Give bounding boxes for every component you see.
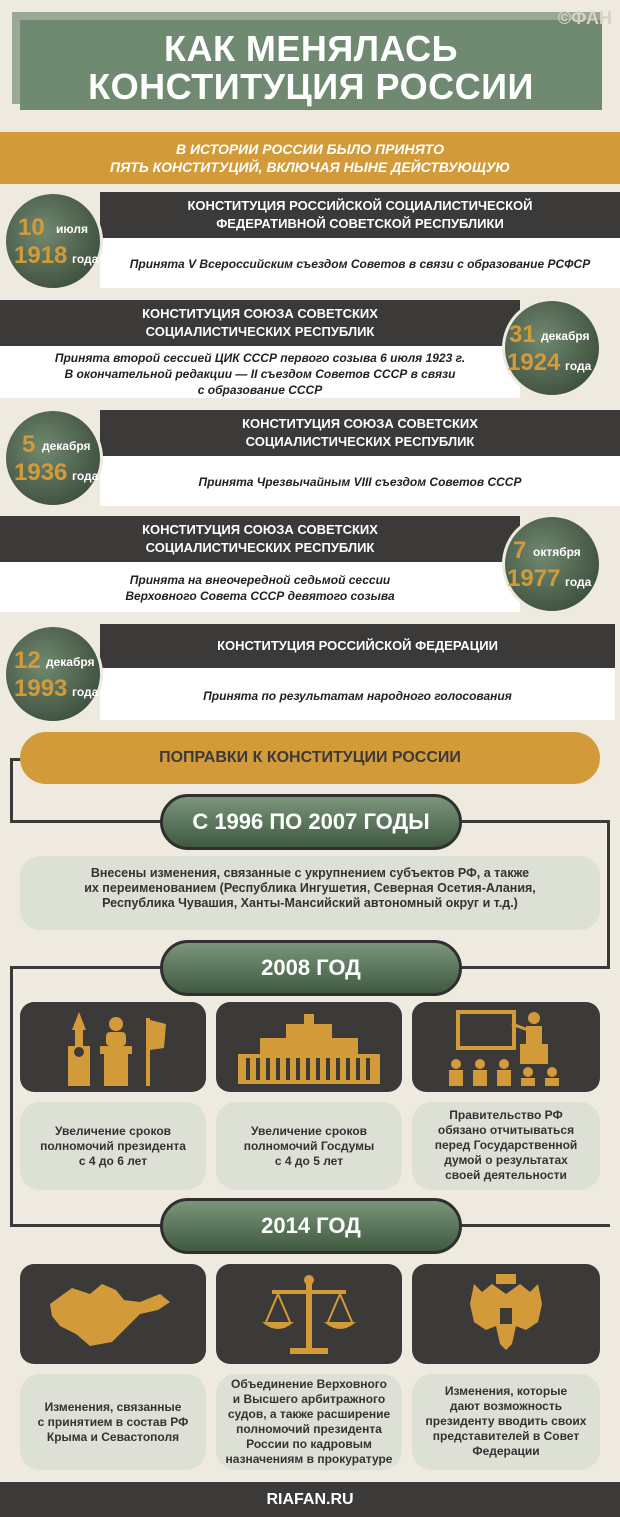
note-line: дают возможность <box>449 1399 563 1413</box>
amendments-title: ПОПРАВКИ К КОНСТИТУЦИИ РОССИИ <box>20 732 600 784</box>
date-day: 12 <box>14 647 41 674</box>
watermark: ©ФАН <box>557 8 612 28</box>
note-line: Федерации <box>472 1444 540 1458</box>
constitution-5-date-circle <box>3 624 103 724</box>
constitution-1-desc-line: Принята V Всероссийским съездом Советов в связи с образование РСФСР <box>129 257 591 271</box>
connector-line <box>10 966 13 1226</box>
date-year: 1918 <box>14 242 68 269</box>
note-line: полномочий президента <box>236 1422 382 1436</box>
date-month: декабря <box>46 655 95 669</box>
constitution-2-title-line-1: КОНСТИТУЦИЯ СОЮЗА СОВЕТСКИХ <box>142 306 378 321</box>
amendment-2008-president-term <box>20 1102 206 1190</box>
president-podium-icon <box>20 1002 206 1092</box>
constitution-4-desc-line-2: Верховного Совета СССР девятого созыва <box>125 589 395 603</box>
note-line: Правительство РФ <box>449 1108 563 1122</box>
crimea-map-icon <box>20 1264 206 1364</box>
note-line: Объединение Верховного <box>231 1377 387 1391</box>
note-line: России по кадровым <box>246 1437 372 1451</box>
constitution-3-desc <box>100 456 620 506</box>
constitution-2-desc-line-1: Принята второй сессией ЦИК СССР первого созыва 6 июля 1923 г. <box>54 351 466 365</box>
constitution-4-title-line-1: КОНСТИТУЦИЯ СОЮЗА СОВЕТСКИХ <box>142 522 378 537</box>
amendment-2008-duma-term <box>216 1102 402 1190</box>
constitution-1-date-circle <box>3 191 103 291</box>
constitution-3-date-circle <box>3 408 103 508</box>
note-line: полномочий президента <box>40 1139 186 1153</box>
note-line: думой о результатах <box>444 1153 568 1167</box>
constitution-2-title-line-2: СОЦИАЛИСТИЧЕСКИХ РЕСПУБЛИК <box>145 324 375 339</box>
date-year: 1993 <box>14 675 68 702</box>
constitution-2-desc-line-2: В окончательной редакции — II съездом Советов СССР в связи <box>64 367 456 381</box>
date-year: 1977 <box>507 565 561 592</box>
date-month: декабря <box>42 439 91 453</box>
connector-line <box>455 1224 610 1227</box>
date-month: июля <box>56 222 88 236</box>
connector-line <box>10 758 13 822</box>
date-goda: года <box>565 575 592 589</box>
duma-building-icon <box>216 1002 402 1092</box>
scales-icon <box>216 1264 402 1364</box>
constitution-4-title <box>0 516 520 562</box>
date-month: декабря <box>541 329 590 343</box>
note-line: Изменения, связанные <box>44 1400 182 1414</box>
note-line: Увеличение сроков <box>54 1124 172 1138</box>
note-line: и Высшего арбитражного <box>232 1392 386 1406</box>
note-line: своей деятельности <box>445 1168 567 1182</box>
intro-line-2: ПЯТЬ КОНСТИТУЦИЙ, ВКЛЮЧАЯ НЫНЕ ДЕЙСТВУЮЩУЮ <box>110 159 510 175</box>
constitution-2-title <box>0 300 520 346</box>
date-goda: года <box>72 685 99 699</box>
constitution-3-title-line-1: КОНСТИТУЦИЯ СОЮЗА СОВЕТСКИХ <box>242 416 478 431</box>
constitution-5-title-line-1: КОНСТИТУЦИЯ РОССИЙСКОЙ ФЕДЕРАЦИИ <box>217 638 498 653</box>
connector-line <box>10 820 170 823</box>
period-2014-label: 2014 ГОД <box>160 1198 462 1254</box>
date-month: октября <box>533 545 581 559</box>
period-1-text-line-3: Республика Чувашия, Ханты-Мансийский автономный округ и т.д.) <box>102 896 518 910</box>
constitution-1-title-line-2: ФЕДЕРАТИВНОЙ СОВЕТСКОЙ РЕСПУБЛИКИ <box>216 216 504 231</box>
amendment-2014-courts <box>216 1374 402 1470</box>
footer-site-link[interactable]: RIAFAN.RU <box>0 1482 620 1517</box>
date-year: 1924 <box>507 349 561 376</box>
connector-line <box>607 820 610 968</box>
constitution-5-desc <box>100 668 615 720</box>
note-line: Увеличение сроков <box>250 1124 368 1138</box>
note-line: обязано отчитываться <box>437 1123 575 1137</box>
constitution-2-date-circle <box>502 298 602 398</box>
title-line-2: КОНСТИТУЦИЯ РОССИИ <box>88 66 534 107</box>
period-1-text-line-2: их переименованием (Республика Ингушетия, Северная Осетия-Алания, <box>84 881 536 895</box>
constitution-5-desc-line: Принята по результатам народного голосования <box>203 689 512 703</box>
constitution-4-date-circle <box>502 514 602 614</box>
note-line: перед Государственной <box>434 1138 578 1152</box>
date-day: 7 <box>513 537 527 564</box>
note-line: представителей в Совет <box>432 1429 580 1443</box>
note-line: с принятием в состав РФ <box>37 1415 189 1429</box>
period-1996-2007-text <box>20 856 600 930</box>
constitution-2-desc-line-3: с образование СССР <box>197 383 323 397</box>
note-line: Изменения, которые <box>444 1384 568 1398</box>
constitution-3-desc-line: Принята Чрезвычайным VIII съездом Советов СССР <box>198 475 522 489</box>
constitution-4-desc-line-1: Принята на внеочередной седьмой сессии <box>129 573 391 587</box>
connector-line <box>455 966 610 969</box>
constitution-4-title-line-2: СОЦИАЛИСТИЧЕСКИХ РЕСПУБЛИК <box>145 540 375 555</box>
constitution-3-title-line-2: СОЦИАЛИСТИЧЕСКИХ РЕСПУБЛИК <box>245 434 475 449</box>
intro-line-1: В ИСТОРИИ РОССИИ БЫЛО ПРИНЯТО <box>175 141 445 157</box>
connector-line <box>10 966 170 969</box>
note-line: президенту вводить своих <box>425 1414 587 1428</box>
constitution-4-desc <box>0 562 520 612</box>
date-goda: года <box>72 469 99 483</box>
date-day: 10 <box>18 214 45 241</box>
connector-line <box>455 820 610 823</box>
constitution-5-title <box>100 624 615 668</box>
period-2008-label: 2008 ГОД <box>160 940 462 996</box>
date-year: 1936 <box>14 459 68 486</box>
date-day: 5 <box>22 431 36 458</box>
note-line: с 4 до 6 лет <box>78 1154 148 1168</box>
date-goda: года <box>565 359 592 373</box>
connector-line <box>10 1224 170 1227</box>
title-line-1: КАК МЕНЯЛАСЬ <box>163 28 459 69</box>
date-day: 31 <box>509 321 536 348</box>
constitution-3-title <box>100 410 620 456</box>
constitution-2-desc <box>0 346 520 398</box>
amendment-2014-federation-council <box>412 1374 600 1470</box>
intro-banner <box>0 132 620 184</box>
note-line: полномочий Госдумы <box>243 1139 375 1153</box>
note-line: назначениям в прокуратуре <box>225 1452 393 1466</box>
constitution-1-title <box>100 192 620 238</box>
note-line: судов, а также расширение <box>227 1407 391 1421</box>
note-line: Крыма и Севастополя <box>46 1430 180 1444</box>
presentation-icon <box>412 1002 600 1092</box>
amendment-2014-crimea <box>20 1374 206 1470</box>
amendment-2008-government-report <box>412 1102 600 1190</box>
page-title <box>20 20 602 110</box>
constitution-1-desc <box>100 238 620 288</box>
period-1-text-line-1: Внесены изменения, связанные с укрупнением субъектов РФ, а также <box>90 866 530 880</box>
period-1996-2007-label: С 1996 ПО 2007 ГОДЫ <box>160 794 462 850</box>
eagle-emblem-icon <box>412 1264 600 1364</box>
note-line: с 4 до 5 лет <box>274 1154 344 1168</box>
constitution-1-title-line-1: КОНСТИТУЦИЯ РОССИЙСКОЙ СОЦИАЛИСТИЧЕСКОЙ <box>187 198 533 213</box>
date-goda: года <box>72 252 99 266</box>
